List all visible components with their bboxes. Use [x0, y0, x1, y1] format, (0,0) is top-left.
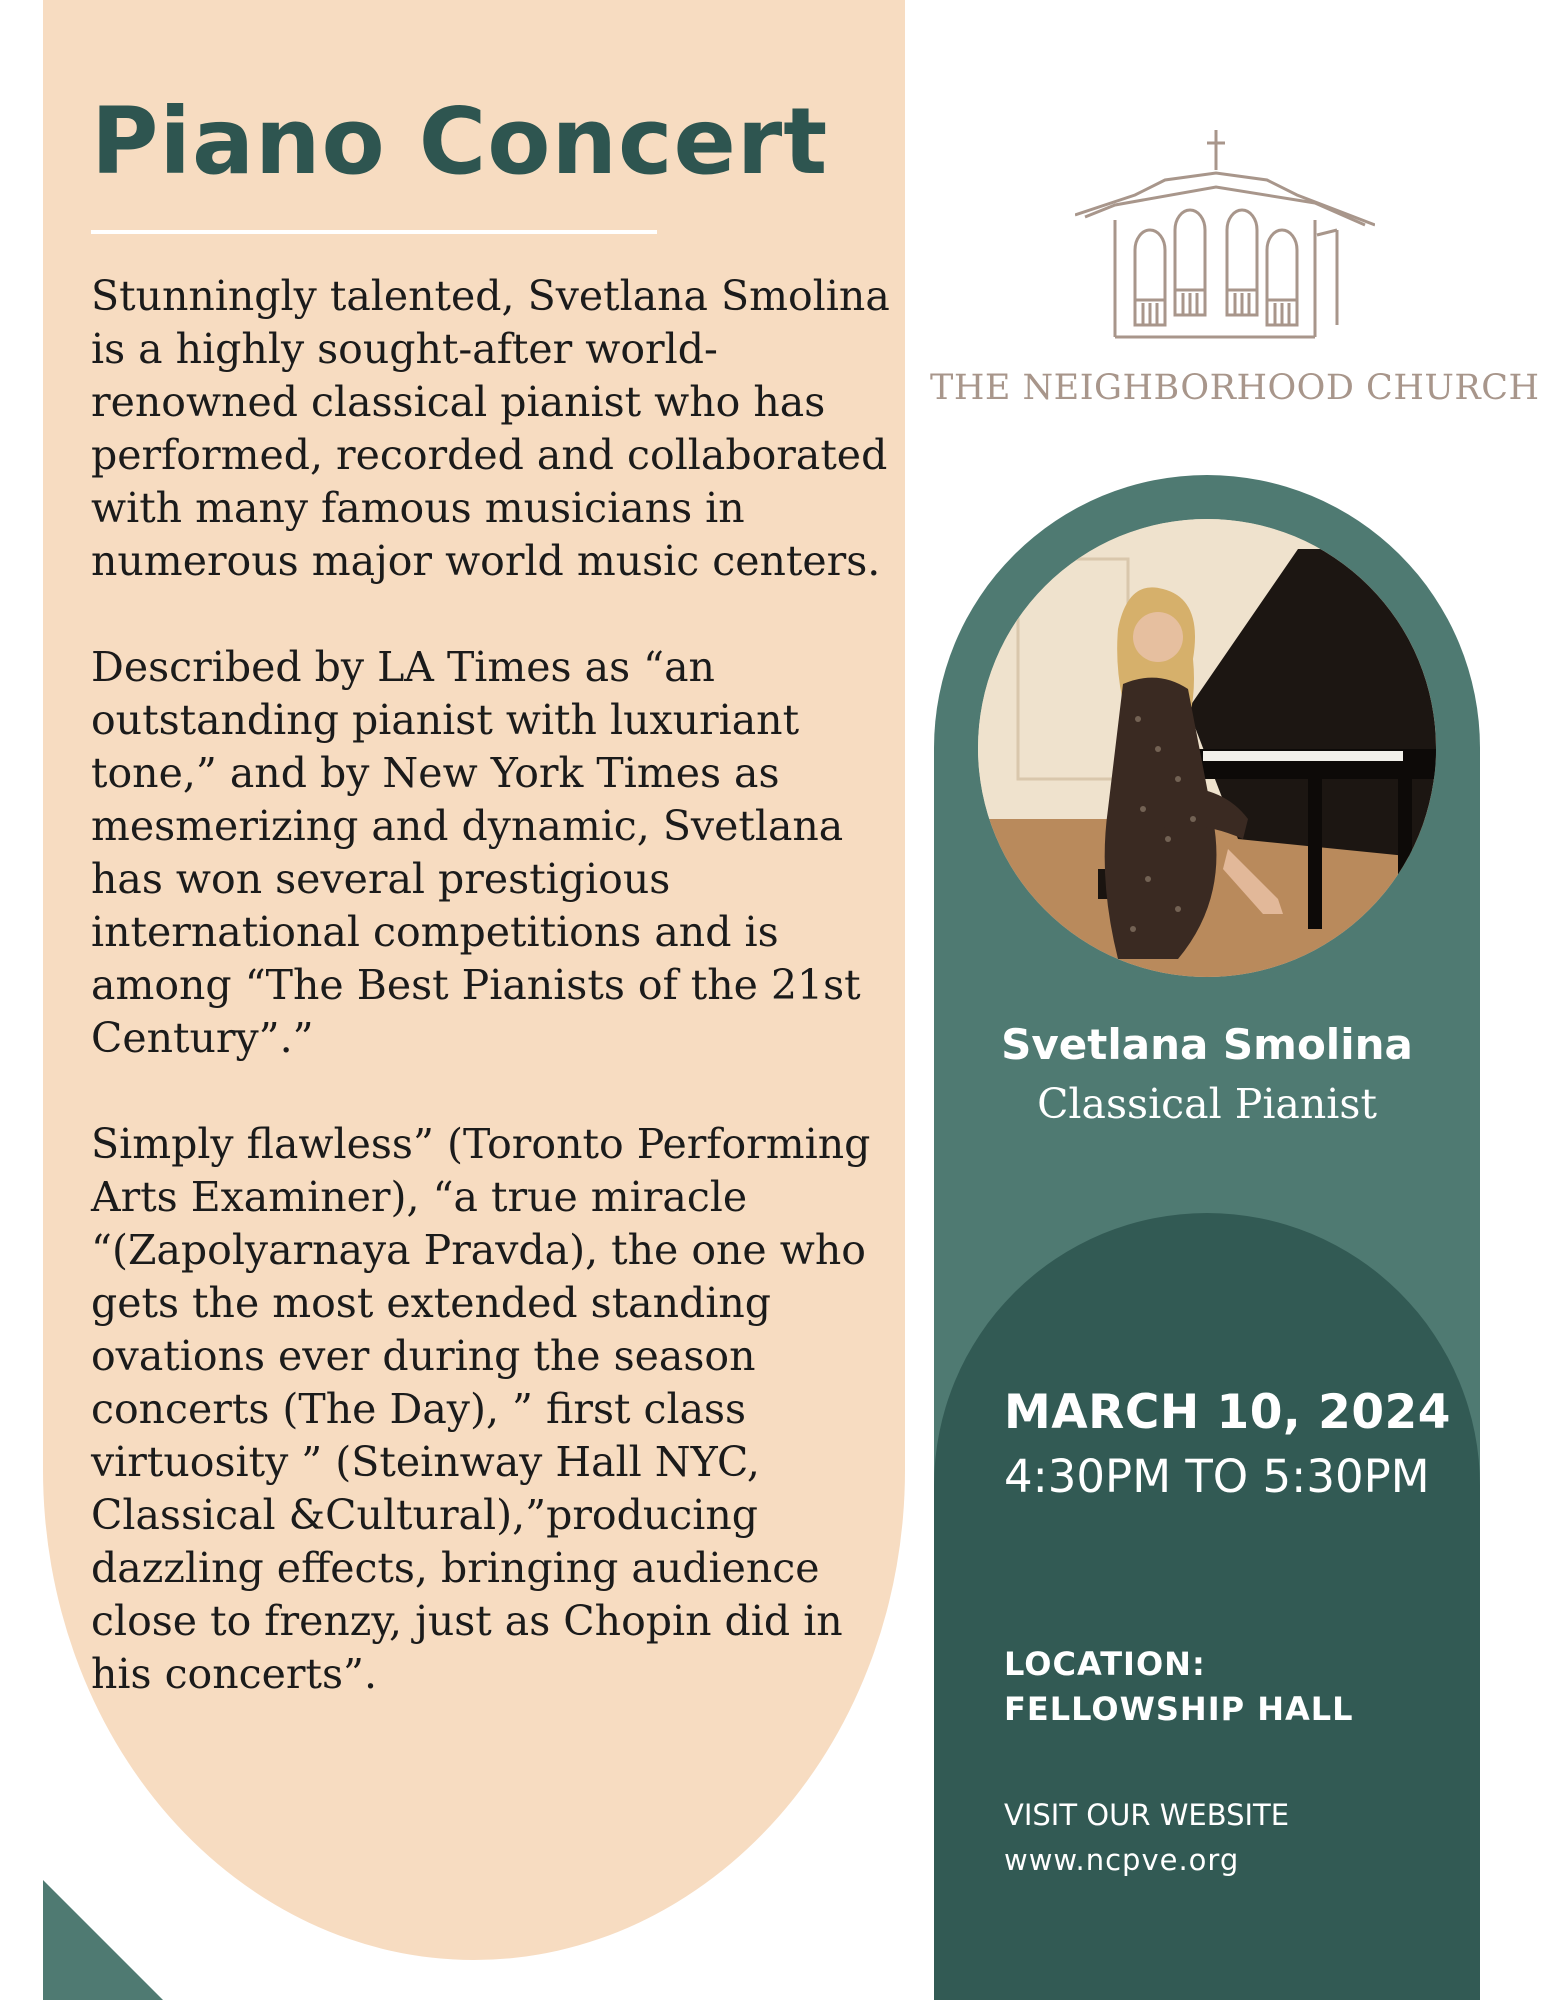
description-paragraph-1: Stunningly talented, Svetlana Smolina is a highly sought-after world-renowned classical pianist who has performed, recorded and collaborated with many famous musicians in numerous major world music centers.: [91, 272, 890, 585]
artist-role: Classical Pianist: [1037, 1080, 1377, 1128]
website-link[interactable]: www.ncpve.org: [1004, 1843, 1240, 1877]
event-time: 4:30PM TO 5:30PM: [1004, 1450, 1430, 1503]
description-paragraph-2: Described by LA Times as “an outstanding pianist with luxuriant tone,” and by New York Times as mesmerizing and dynamic, Svetlana has won several prestigious international competitions and is among “The Best Pianists of the 21st Century”.”: [91, 643, 861, 1062]
description: [91, 270, 891, 1754]
church-name: THE NEIGHBORHOOD CHURCH: [930, 368, 1540, 408]
page-title: Piano Concert: [91, 88, 829, 195]
artist-name: Svetlana Smolina: [1001, 1020, 1413, 1069]
location-value: FELLOWSHIP HALL: [1004, 1690, 1354, 1728]
title-divider: [91, 230, 657, 234]
church-logo-icon: [1075, 125, 1375, 355]
corner-triangle: [43, 1880, 163, 2000]
website-label: VISIT OUR WEBSITE: [1004, 1798, 1290, 1832]
location-label: LOCATION:: [1004, 1645, 1206, 1683]
artist-portrait: [978, 519, 1436, 977]
event-date: MARCH 10, 2024: [1004, 1385, 1451, 1440]
description-paragraph-3: Simply flawless” (Toronto Performing Arts Examiner), “a true miracle “(Zapolyarnaya Pravda), the one who gets the most extended standing ovations ever during the season concerts (The Day), ” first class virtuosity ” (Steinway Hall NYC, Classical &Cultural),”producing dazzling effects, bringing audience close to frenzy, just as Chopin did in his concerts”.: [91, 1120, 871, 1698]
event-arch: [934, 1213, 1480, 2000]
